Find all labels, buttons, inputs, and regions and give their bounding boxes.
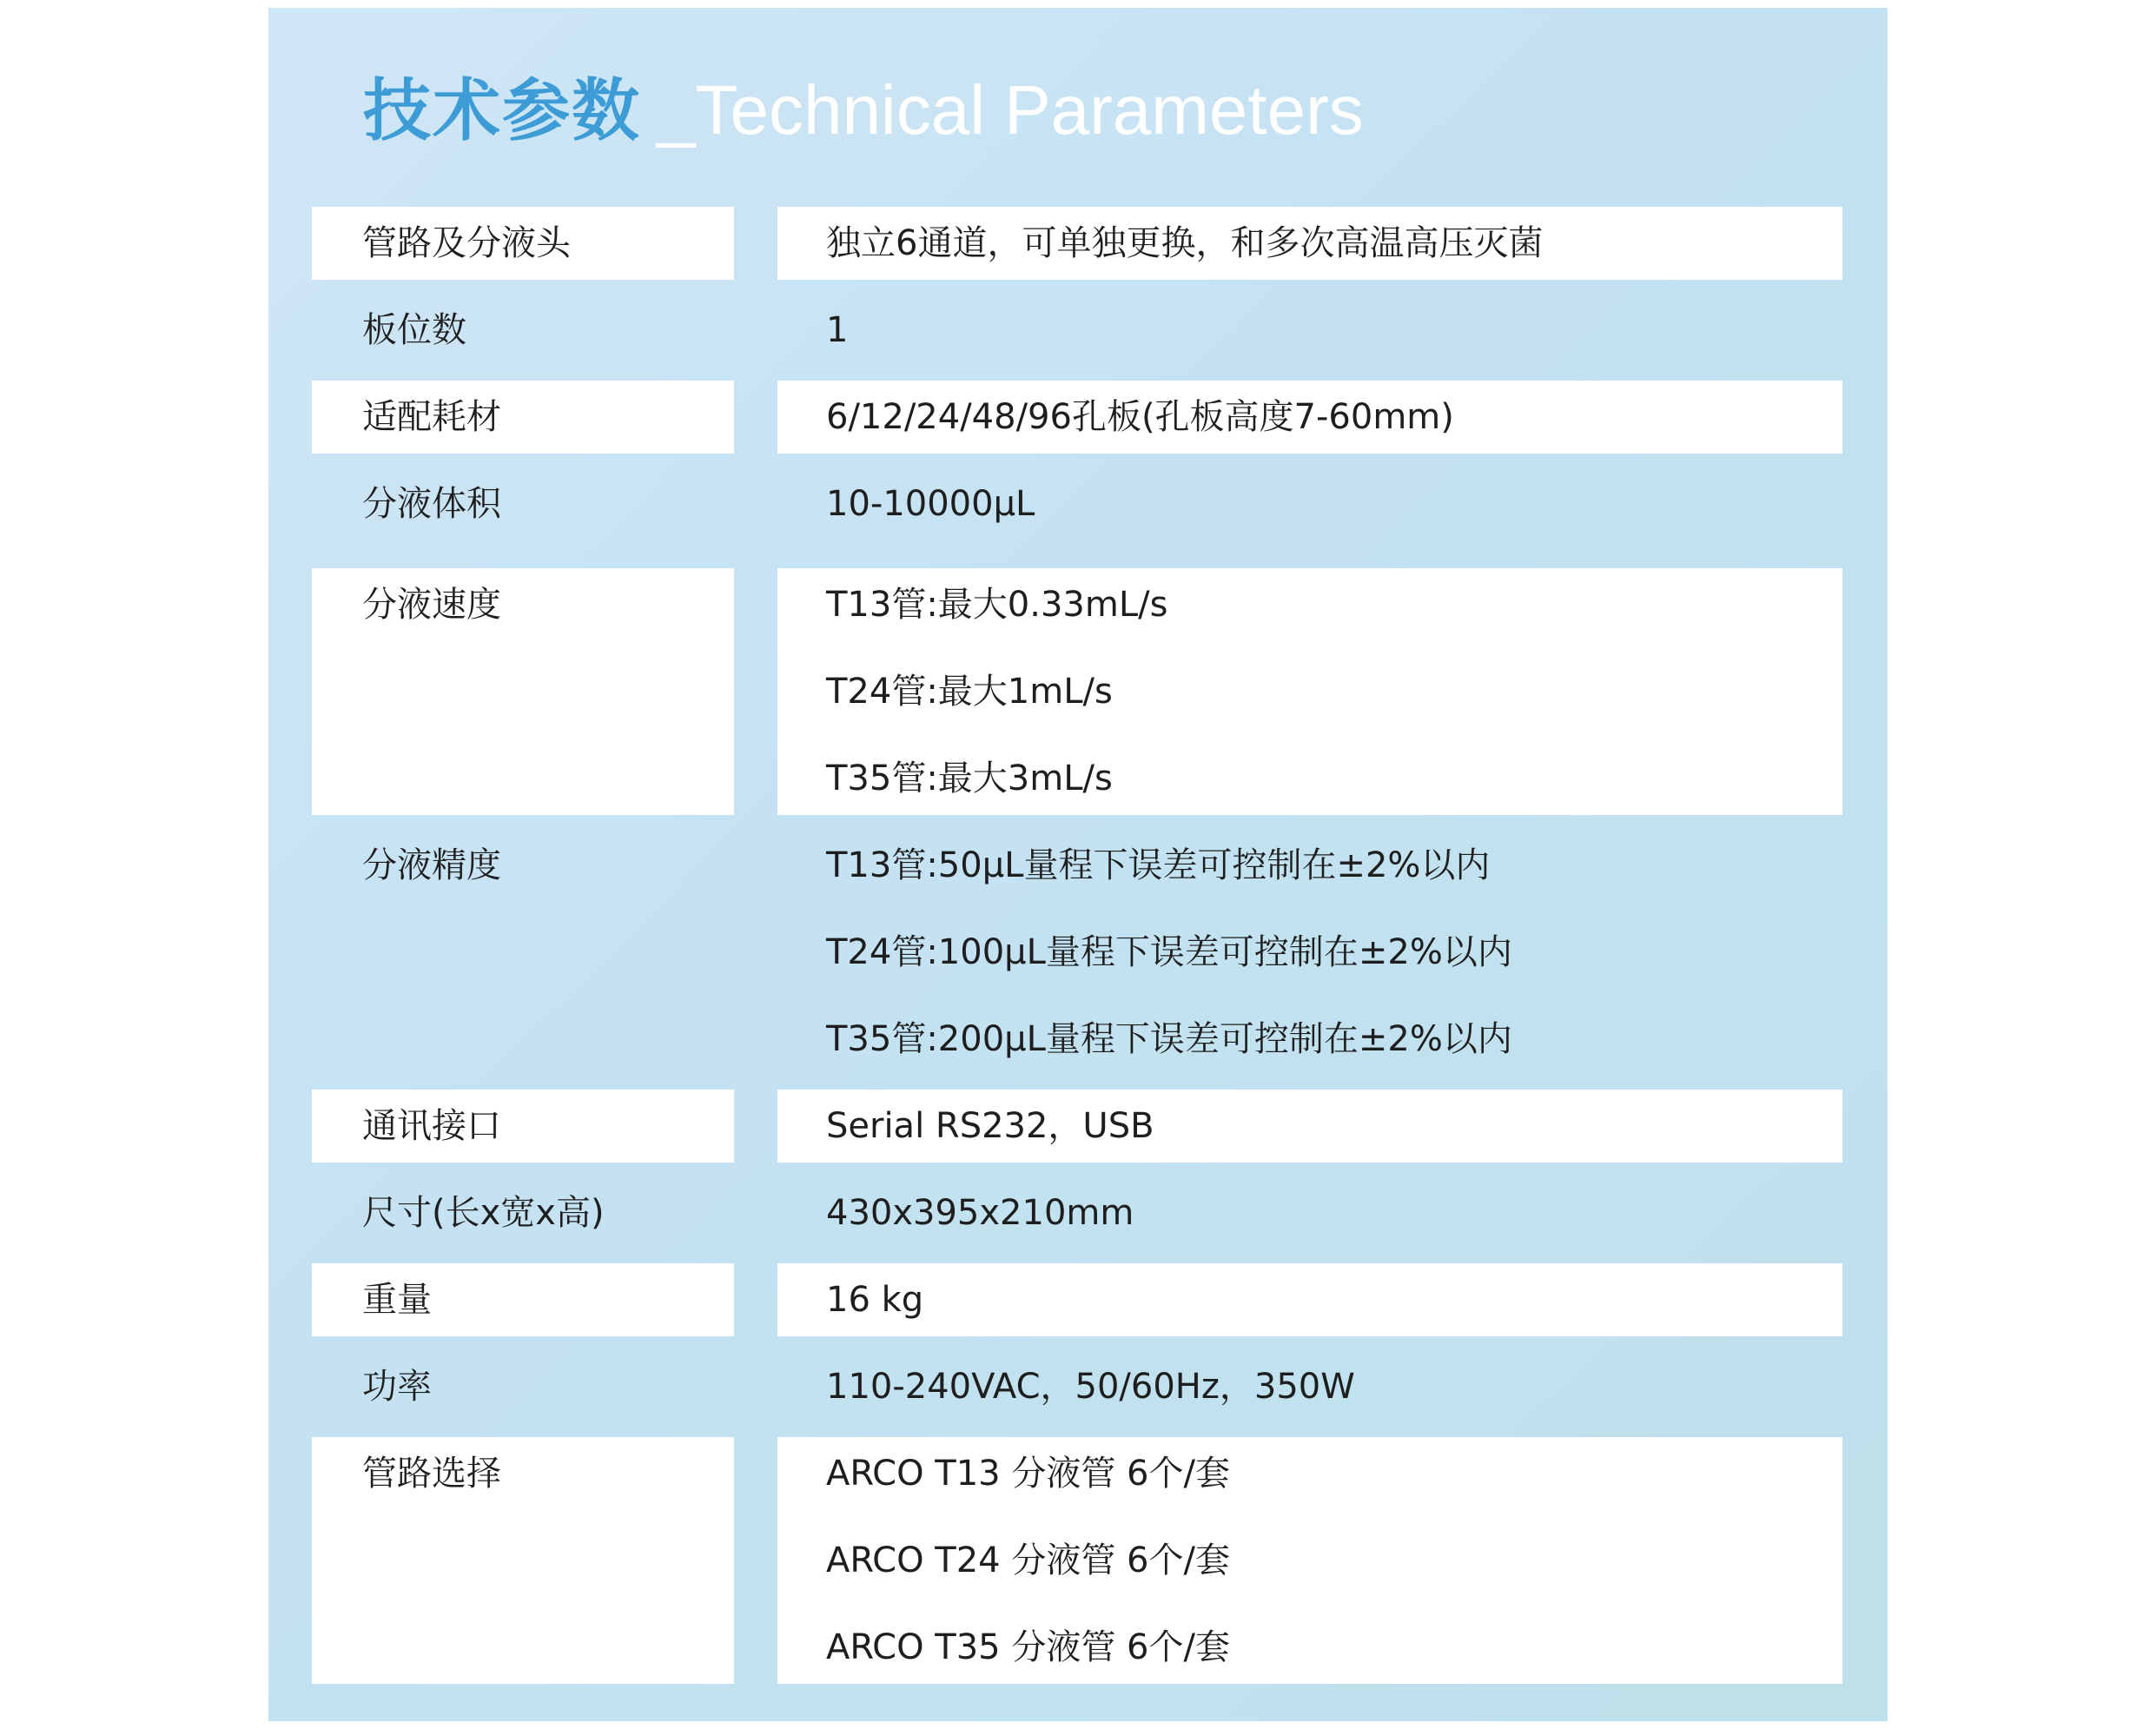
row-label: 重量 bbox=[362, 1280, 432, 1320]
row-label-cell bbox=[312, 829, 734, 1076]
row-value: Serial RS232，USB bbox=[826, 1106, 1154, 1146]
spec-table bbox=[312, 207, 1842, 1684]
row-label-cell bbox=[312, 1090, 734, 1163]
row-value: ARCO T13 分液管 6个/套 bbox=[826, 1454, 1230, 1494]
row-label-cell bbox=[312, 207, 734, 280]
row-label: 功率 bbox=[362, 1367, 432, 1407]
table-row bbox=[312, 815, 1842, 1076]
table-row bbox=[312, 1336, 1842, 1437]
row-value-cell bbox=[777, 1090, 1842, 1163]
row-value: 110-240VAC，50/60Hz，350W bbox=[826, 1367, 1355, 1407]
row-value-cell bbox=[777, 1263, 1842, 1336]
row-value: ARCO T35 分液管 6个/套 bbox=[826, 1627, 1230, 1667]
table-row bbox=[312, 207, 1842, 280]
row-label: 管路及分液头 bbox=[362, 223, 571, 263]
row-label-cell bbox=[312, 568, 734, 815]
row-value: 6/12/24/48/96孔板(孔板高度7-60mm) bbox=[826, 397, 1454, 437]
table-row bbox=[312, 1263, 1842, 1336]
row-label-cell bbox=[312, 381, 734, 454]
table-row bbox=[312, 568, 1842, 815]
table-row bbox=[312, 280, 1842, 381]
row-value-cell bbox=[777, 1163, 1842, 1263]
row-label: 通讯接口 bbox=[362, 1106, 501, 1146]
row-value-cell bbox=[777, 207, 1842, 280]
table-row bbox=[312, 1090, 1842, 1163]
row-value-cell bbox=[777, 280, 1842, 381]
row-label-cell bbox=[312, 1163, 734, 1263]
row-value: 独立6通道，可单独更换，和多次高温高压灭菌 bbox=[826, 223, 1544, 263]
row-label: 分液精度 bbox=[362, 845, 501, 885]
row-value: T13管:50μL量程下误差可控制在±2%以内 bbox=[826, 845, 1491, 885]
row-value-cell bbox=[777, 454, 1842, 554]
row-value-cell bbox=[777, 1437, 1842, 1684]
table-row bbox=[312, 381, 1842, 454]
table-row bbox=[312, 1163, 1842, 1263]
title-english: _Technical Parameters bbox=[657, 71, 1364, 149]
row-label-cell bbox=[312, 454, 734, 554]
row-value: 1 bbox=[826, 310, 849, 350]
page-title bbox=[363, 67, 1364, 155]
row-value: 430x395x210mm bbox=[826, 1193, 1134, 1233]
row-value: T35管:200μL量程下误差可控制在±2%以内 bbox=[826, 1019, 1512, 1059]
row-label: 板位数 bbox=[362, 310, 466, 350]
row-value-cell bbox=[777, 568, 1842, 815]
row-label: 分液体积 bbox=[362, 484, 501, 524]
row-value: 10-10000μL bbox=[826, 484, 1035, 524]
row-label: 分液速度 bbox=[362, 585, 501, 625]
row-value-cell bbox=[777, 381, 1842, 454]
row-value: T24管:最大1mL/s bbox=[826, 672, 1113, 712]
row-value-cell bbox=[777, 829, 1842, 1076]
row-value: T24管:100μL量程下误差可控制在±2%以内 bbox=[826, 932, 1512, 972]
title-chinese: 技术参数 bbox=[363, 72, 642, 150]
row-label-cell bbox=[312, 280, 734, 381]
row-value: T35管:最大3mL/s bbox=[826, 759, 1113, 798]
row-value-cell bbox=[777, 1336, 1842, 1437]
spec-panel bbox=[268, 8, 1888, 1721]
table-row bbox=[312, 454, 1842, 554]
row-value: 16 kg bbox=[826, 1280, 924, 1320]
row-value: T13管:最大0.33mL/s bbox=[826, 585, 1168, 625]
table-row bbox=[312, 1437, 1842, 1684]
row-label: 适配耗材 bbox=[362, 397, 501, 437]
row-label-cell bbox=[312, 1336, 734, 1437]
row-label: 管路选择 bbox=[362, 1454, 501, 1494]
row-value: ARCO T24 分液管 6个/套 bbox=[826, 1541, 1230, 1580]
row-label: 尺寸(长x宽x高) bbox=[362, 1193, 605, 1233]
row-label-cell bbox=[312, 1437, 734, 1684]
row-label-cell bbox=[312, 1263, 734, 1336]
